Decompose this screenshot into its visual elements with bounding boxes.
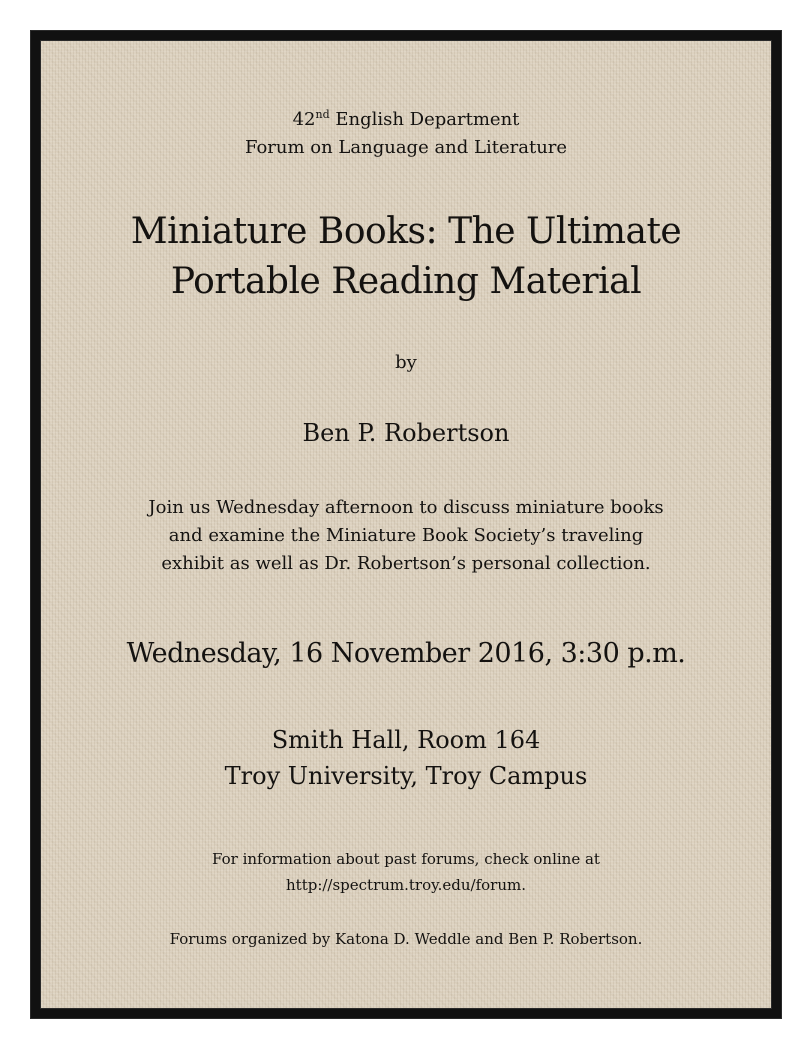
description-line-3: exhibit as well as Dr. Robertson’s personal collection. [161,553,651,574]
forum-heading [40,106,772,162]
description-line-2: and examine the Miniature Book Society’s traveling [168,525,644,546]
event-title [40,207,772,307]
description-line-1: Join us Wednesday afternoon to discuss miniature books [148,497,664,518]
location-room: Smith Hall, Room 164 [271,726,541,754]
department-line [40,106,772,134]
forum-ordinal-suffix: nd [315,108,330,121]
flyer [31,31,781,1018]
forum-ordinal-number: 42 [292,109,316,130]
department-name: English Department [329,109,520,130]
forum-name: Forum on Language and Literature [244,137,568,158]
byline: by [395,352,417,373]
event-description [40,494,772,578]
event-location [40,722,772,794]
info-line-1: For information about past forums, check online at [212,850,600,868]
organizers-credit: Forums organized by Katona D. Weddle and Ben P. Robertson. [169,930,643,948]
event-title-line-1: Miniature Books: The Ultimate [130,211,682,252]
event-title-line-2: Portable Reading Material [170,261,642,302]
event-date-time: Wednesday, 16 November 2016, 3:30 p.m. [126,638,686,669]
speaker-name: Ben P. Robertson [302,419,510,447]
location-campus: Troy University, Troy Campus [224,762,588,790]
info-url: http://spectrum.troy.edu/forum. [286,876,526,894]
past-forums-info [40,846,772,898]
